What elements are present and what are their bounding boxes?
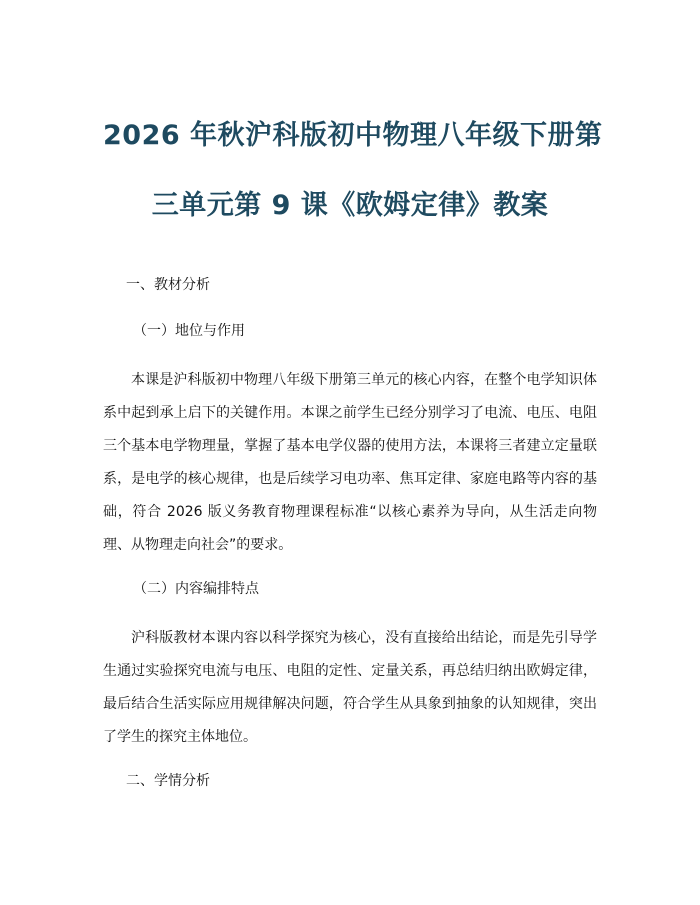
spacer <box>103 296 597 320</box>
subsection-heading-content-arrangement: （二）内容编排特点 <box>133 581 259 597</box>
spacer <box>103 754 597 770</box>
subsection-heading-position-role: （一）地位与作用 <box>133 323 245 339</box>
paragraph-position-role: 本课是沪科版初中物理八年级下册第三单元的核心内容，在整个电学知识体系中起到承上启下的关键作用。本课之前学生已经分别学习了电流、电压、电阻三个基本电学物理量，掌握了基本电学仪器的使用方法，本课将三者建立定量联系，是电学的核心规律，也是后续学习电功率、焦耳定律、家庭电路等内容的基础，符合 2026 版义务教育物理课程标准“以核心素养为导向，从生活走向物理、从物理走向社会”的要求。 <box>103 372 597 553</box>
document-title <box>103 0 603 241</box>
title-line-2: 三单元第 9 课《欧姆定律》教案 <box>151 190 549 221</box>
paragraph-content-arrangement: 沪科版教材本课内容以科学探究为核心，没有直接给出结论，而是先引导学生通过实验探究电流与电压、电阻的定性、定量关系，再总结归纳出欧姆定律，最后结合生活实际应用规律解决问题，符合学生从具象到抽象的认知规律，突出了学生的探究主体地位。 <box>103 630 597 745</box>
spacer <box>103 342 597 364</box>
section-heading-learner-analysis: 二、学情分析 <box>126 773 210 789</box>
document-body <box>103 274 597 792</box>
spacer <box>103 600 597 622</box>
section-heading-textbook-analysis: 一、教材分析 <box>126 277 210 293</box>
spacer <box>103 562 597 578</box>
title-line-1: 2026 年秋沪科版初中物理八年级下册第 <box>103 120 603 151</box>
